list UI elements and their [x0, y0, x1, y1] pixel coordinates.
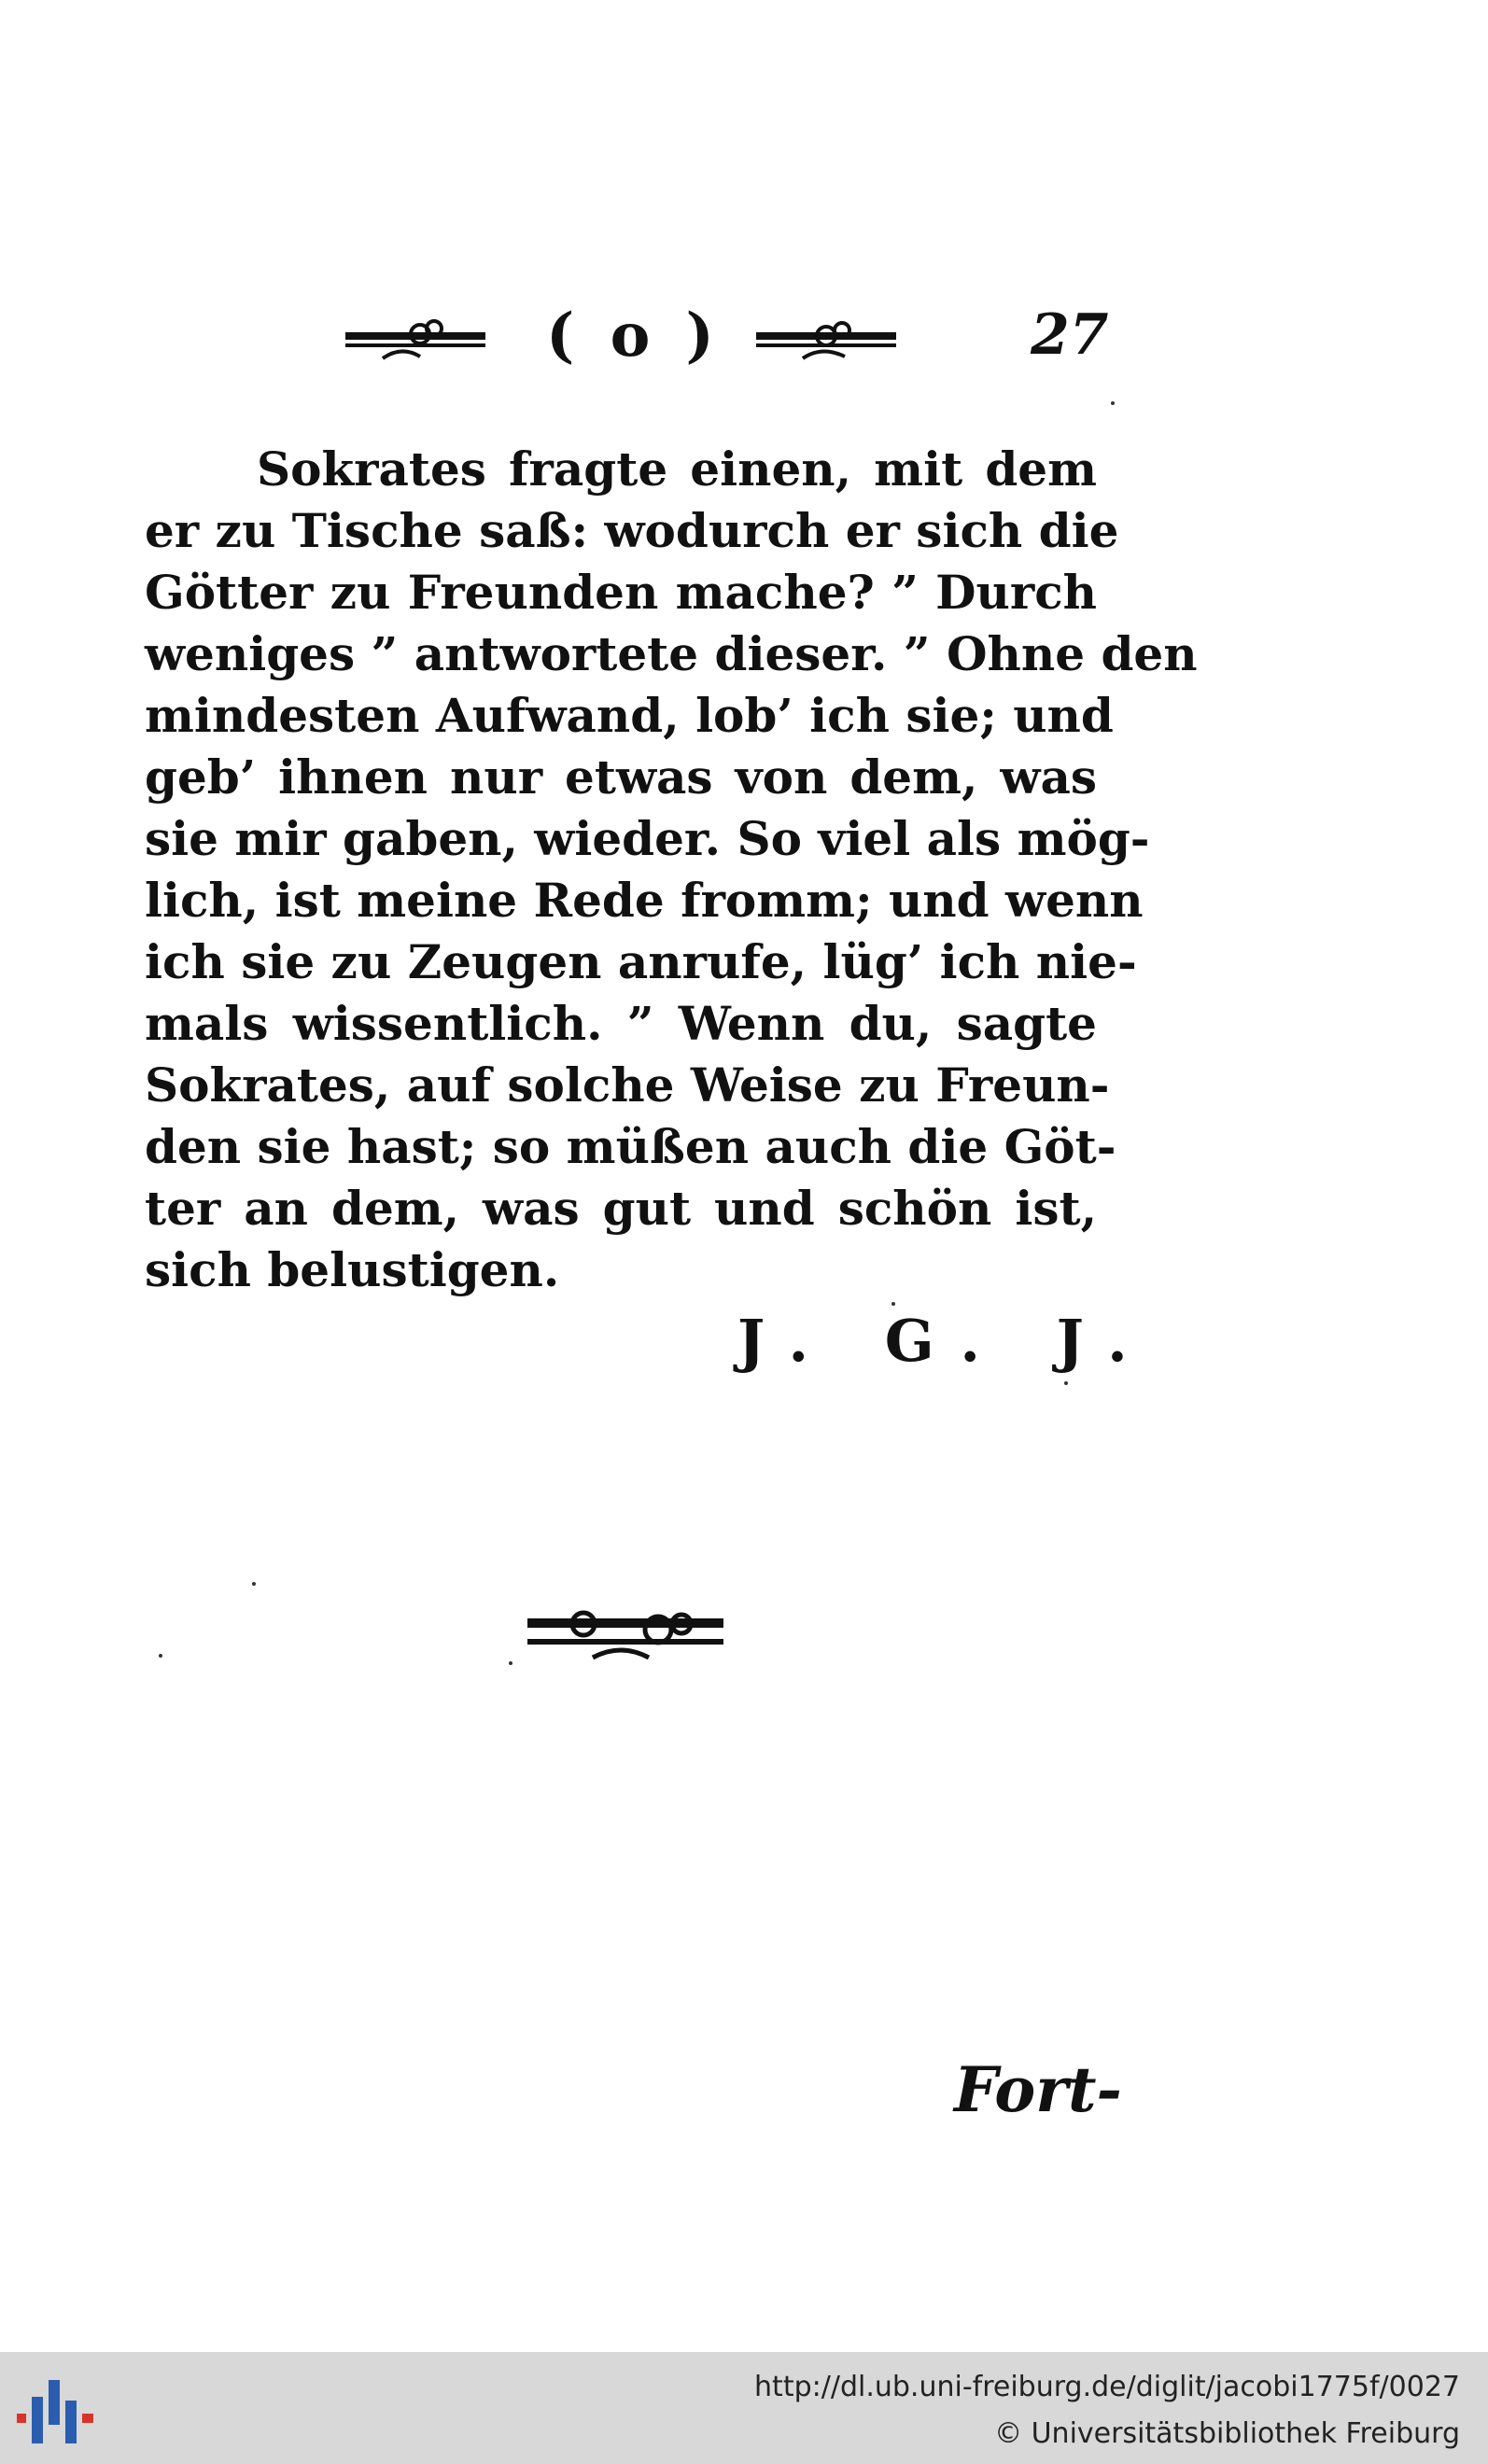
text-line: sie mir gaben, wieder. So viel als mög- [145, 811, 1150, 866]
text-line: mals wissentlich. ” Wenn du, sagte [145, 996, 1097, 1051]
page-number: 27 [1031, 302, 1109, 368]
signature-mark: ( o ) [546, 301, 722, 371]
text-line: ich sie zu Zeugen anrufe, lüg’ ich nie- [145, 934, 1137, 989]
text-line: Sokrates, auf solche Weise zu Freun- [145, 1057, 1110, 1113]
text-line: geb’ ihnen nur etwas von dem, was [145, 749, 1097, 805]
author-initials: J. G. J. [737, 1307, 1156, 1375]
right-floral-ornament-icon [756, 312, 905, 368]
text-line: Götter zu Freunden mache? ” Durch [145, 565, 1097, 620]
text-line: weniges ” antwortete dieser. ” Ohne den [145, 626, 1198, 681]
text-line: er zu Tische saß: wodurch er sich die [145, 503, 1119, 558]
body-text [145, 439, 1198, 1301]
floral-tailpiece-icon [518, 1596, 733, 1671]
text-line: ter an dem, was gut und schön ist, [145, 1181, 1097, 1236]
text-line: mindesten Aufwand, lob’ ich sie; und [145, 688, 1114, 743]
footer-bar [0, 2352, 1488, 2464]
text-line: den sie hast; so müßen auch die Göt- [145, 1119, 1116, 1174]
left-floral-ornament-icon [345, 312, 495, 368]
text-line: Sokrates fragte einen, mit dem [257, 441, 1097, 497]
text-line: lich, ist meine Rede fromm; und wenn [145, 873, 1144, 928]
text-line: sich belustigen. [145, 1242, 560, 1297]
library-logo-icon[interactable] [17, 2376, 95, 2447]
source-url-link[interactable]: http://dl.ub.uni-freiburg.de/diglit/jacobi1775f/0027 [754, 2371, 1460, 2403]
catchword: Fort- [954, 2053, 1122, 2126]
copyright-notice: © Universitätsbibliothek Freiburg [994, 2417, 1460, 2450]
page-header [336, 301, 1120, 371]
